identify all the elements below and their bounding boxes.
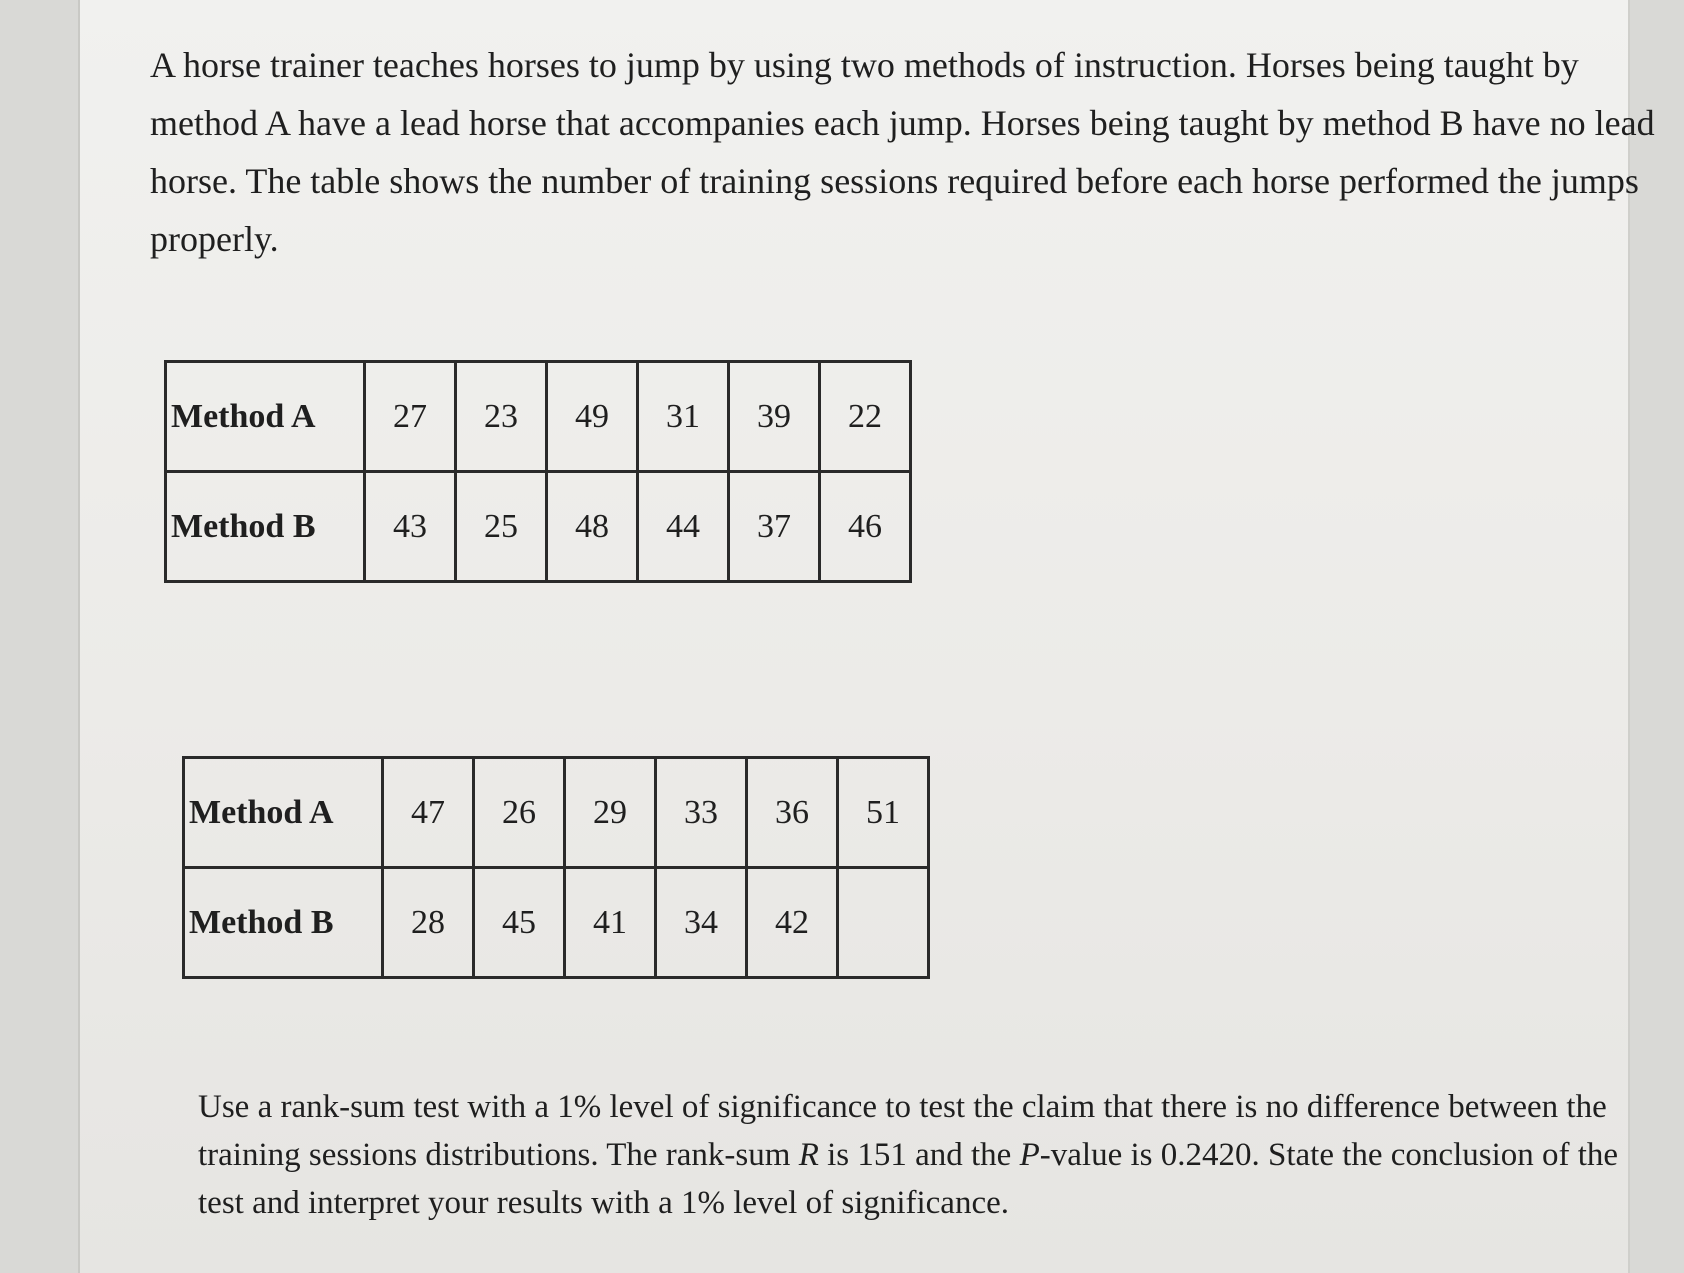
table-cell: 28 [383,868,474,978]
row-label-method-a: Method A [166,362,365,472]
question-part-3: -value is 0.2420. State the conclusion of the test and interpret your results with a 1% level of significance. [198,1137,1619,1221]
question-text [198,1083,1658,1227]
table-cell: 27 [365,362,456,472]
table-cell: 34 [656,868,747,978]
table-cell: 46 [820,472,911,582]
row-label-method-a: Method A [184,758,383,868]
table-cell: 45 [474,868,565,978]
row-label-method-b: Method B [184,868,383,978]
table-cell: 36 [747,758,838,868]
table-cell: 43 [365,472,456,582]
table-cell: 44 [638,472,729,582]
table-cell: 37 [729,472,820,582]
table-cell: 26 [474,758,565,868]
table-row [166,362,911,472]
table-cell: 31 [638,362,729,472]
question-part-1: Use a rank-sum test with a 1% level of significance to test the claim that there is no difference between the training sessions distributions. The rank-sum [198,1089,1607,1173]
empty-table-cell [838,868,929,978]
p-value-variable: P [1019,1137,1040,1173]
table-row [184,868,929,978]
table-cell: 49 [547,362,638,472]
table-cell: 48 [547,472,638,582]
rank-sum-variable: R [798,1137,819,1173]
table-cell: 33 [656,758,747,868]
problem-intro: A horse trainer teaches horses to jump by using two methods of instruction. Horses being taught by method A have a lead horse that accompanies each jump. Horses being taught by method B have no lead horse. The table shows the number of training sessions required before each horse performed the jumps properly. [150,45,1655,259]
worksheet-page [78,0,1655,1273]
row-label-method-b: Method B [166,472,365,582]
table-cell: 51 [838,758,929,868]
table-cell: 42 [747,868,838,978]
table-cell: 25 [456,472,547,582]
table-row [184,758,929,868]
question-part-2: is 151 and the [818,1137,1020,1173]
table-cell: 47 [383,758,474,868]
sessions-table-2 [182,756,930,979]
table-cell: 39 [729,362,820,472]
sessions-table-1 [164,360,912,583]
table-row [166,472,911,582]
table-cell: 23 [456,362,547,472]
table-cell: 41 [565,868,656,978]
table-cell: 22 [820,362,911,472]
table-cell: 29 [565,758,656,868]
